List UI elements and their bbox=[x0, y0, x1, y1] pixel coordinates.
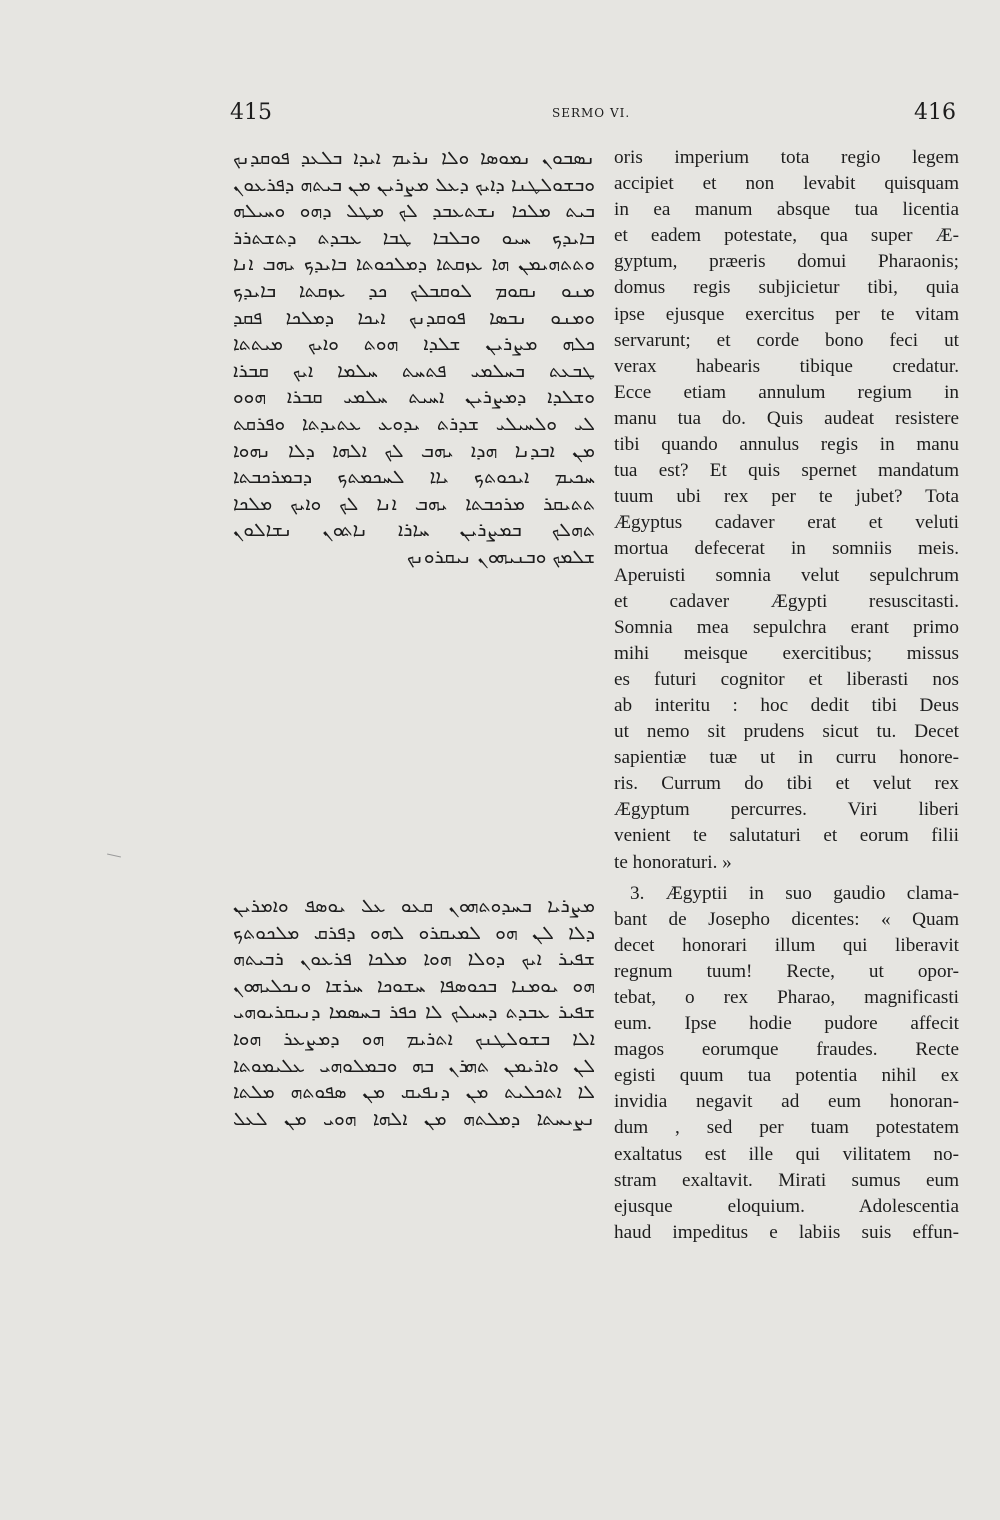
syriac-line: ܚܟܝܡ ܐܝܟܘܬܟ ܝܐܐ ܠܚܟܡܬܟ ܕܒܡܪܟܒܬܐ bbox=[233, 466, 595, 489]
latin-line: manu tua do. Quis audeat resistere bbox=[614, 407, 959, 429]
syriac-column-lower bbox=[233, 893, 595, 1132]
syriac-line: ܛܒܥܬ ܒܚܠܡܝ ܦܬܚܬ ܚܠܡܐ ܐܝܟ ܩܒܪܐ bbox=[233, 359, 595, 382]
latin-line: gyptum, præeris domui Pharaonis; bbox=[614, 251, 959, 273]
latin-line: egisti quum tua potentia nihil ex bbox=[614, 1065, 959, 1087]
syriac-line: ܘܬܬܗܝܡܢ ܗܐ ܥܙܩܬܐ ܕܡܠܟܘܬܐ ܒܐܝܕܟ ܝܗܒ ܐܢܐ bbox=[233, 253, 595, 276]
latin-line: mortua defecerat in somniis meis. bbox=[614, 538, 959, 560]
syriac-line: ܬܗܠܟ ܒܡܨܪܝܢ ܚܐܪܐ ܢܐܬܘܢ ܢܫܐܠܘܢ bbox=[233, 519, 595, 542]
syriac-line: ܫܦܝܪ ܥܒܕܬ ܕܚܝܠܟ ܠܐ ܟܦܪ ܒܚܣܡܐ ܕܢܝܩܪܝܘܗܝ bbox=[233, 1001, 595, 1024]
latin-line: in ea manum absque tua licentia bbox=[614, 199, 959, 221]
syriac-line: ܘܡܢܘ ܢܒܣܐ ܦܘܩܕܢܟ ܐܝܟܐ ܕܡܠܟܐ ܦܩܕ bbox=[233, 306, 595, 329]
syriac-column-upper bbox=[233, 145, 595, 571]
running-head bbox=[0, 100, 1000, 130]
syriac-line: ܢܨܝܚܬܐ ܕܡܠܬܗ ܡܢ ܐܠܗܐ ܗܘܝ ܡܢ ܠܥܠ bbox=[233, 1107, 595, 1130]
syriac-line: ܕܠܐ ܠܢ ܗܘ ܠܡܝܩܪܘ ܠܗܘ ܕܦܪܩ ܡܠܟܘܬܟ bbox=[233, 921, 595, 944]
latin-paragraph-start: 3. Ægyptii in suo gaudio clama- bbox=[630, 882, 959, 904]
latin-line: Ecce etiam annulum regium in bbox=[614, 381, 959, 403]
syriac-line: ܐܠܐ ܒܫܘܠܛܢܟ ܐܬܪܝܡ ܗܘ ܕܡܨܥܪ ܗܘܐ bbox=[233, 1027, 595, 1050]
latin-line: tibi quando annulus regis in manu bbox=[614, 434, 959, 456]
syriac-line: ܡܢ ܐܒܕܢܐ ܗܕܐ ܝܗܒ ܠܟ ܐܠܗܐ ܕܠܐ ܢܗܘܐ bbox=[233, 439, 595, 462]
latin-line: tua est? Et quis spernet mandatum bbox=[614, 460, 959, 482]
latin-line: verax habearis tibique credatur. bbox=[614, 355, 959, 377]
syriac-line: ܟܠܗ ܡܨܪܝܢ ܫܠܕܐ ܗܘܬ ܘܐܝܟ ܡܝܬܬܐ bbox=[233, 333, 595, 356]
latin-line: decet honorari illum qui liberavit bbox=[614, 934, 959, 956]
syriac-line: ܬܬܝܩܪ ܡܪܟܒܬܐ ܝܗܒ ܐܢܐ ܠܟ ܘܐܝܟ ܡܠܟܐ bbox=[233, 492, 595, 515]
latin-line: servarunt; et corde bono feci ut bbox=[614, 329, 959, 351]
syriac-line: ܡܨܪܝܐ ܒܚܕܘܬܗܘܢ ܩܥܘ ܥܠ ܝܘܣܦ ܘܐܡܪܝܢ bbox=[233, 895, 595, 917]
latin-line: mihi meisque exercitibus; missus bbox=[614, 642, 959, 664]
syriac-line: ܘܫܠܕܐ ܕܡܨܪܝܢ ܐܚܝܬ ܚܠܡܝ ܩܒܪܐ ܗܘܘ bbox=[233, 386, 595, 409]
latin-line: exaltatus est ille qui vilitatem no- bbox=[614, 1143, 959, 1165]
syriac-line: ܡܢܘ ܢܩܘܡ ܠܘܩܒܠܟ ܟܕ ܥܙܩܬܐ ܒܐܝܕܟ bbox=[233, 279, 595, 302]
latin-line: et eadem potestate, qua super Æ- bbox=[614, 225, 959, 247]
margin-mark bbox=[107, 854, 121, 858]
running-title: SERMO VI. bbox=[552, 106, 631, 120]
latin-line: ris. Currum do tibi et velut rex bbox=[614, 773, 959, 795]
syriac-line: ܢܣܒܘܢ ܢܡܘܣܐ ܘܠܐ ܢܪܝܡ ܐܝܕܐ ܒܠܥܕ ܦܘܩܕܢܟ bbox=[233, 147, 595, 169]
latin-line: ipse ejusque exercitus per te vitam bbox=[614, 303, 959, 325]
syriac-line: ܠܐ ܐܬܟܠܝܬ ܡܢ ܕܢܦܝܩ ܡܢ ܣܦܘܬܗ ܡܠܬܐ bbox=[233, 1081, 595, 1104]
syriac-line: ܗܘ ܝܘܡܢܐ ܒܟܘܣܦܐ ܚܫܘܟܐ ܚܪܫܐ ܘܢܟܠܝܗܘܢ bbox=[233, 974, 595, 997]
latin-line: dum , sed per tuam potestatem bbox=[614, 1117, 959, 1139]
latin-line: venient te salutaturi et eorum filii bbox=[614, 825, 959, 847]
latin-line: bant de Josepho dicentes: « Quam bbox=[614, 908, 959, 930]
latin-line: regnum tuum! Recte, ut opor- bbox=[614, 960, 959, 982]
left-page-number: 415 bbox=[230, 100, 272, 125]
latin-line: et cadaver Ægypti resuscitasti. bbox=[614, 590, 959, 612]
latin-line: es futuri cognitor et liberasti nos bbox=[614, 668, 959, 690]
syriac-line: ܠܢ ܘܐܪܝܡܢ ܬܗܪܢ ܒܗ ܘܒܡܠܘܗܝ ܥܠܝܡܘܬܐ bbox=[233, 1054, 595, 1077]
latin-line: Somnia mea sepulchra erant primo bbox=[614, 616, 959, 638]
syriac-line: ܫܠܡܟ ܘܒܢܝܗܘܢ ܢܝܩܪܘܢܟ bbox=[406, 545, 595, 568]
latin-line: accipiet et non levabit quisquam bbox=[614, 173, 959, 195]
syriac-line: ܒܐܝܕܟ ܚܝܘ ܘܒܠܒܐ ܛܒܐ ܥܒܕܬ ܕܬܫܬܪܪ bbox=[233, 226, 595, 249]
latin-line: tebat, o rex Pharao, magnificasti bbox=[614, 987, 959, 1008]
latin-line: ab interitu : hoc dedit tibi Deus bbox=[614, 694, 959, 716]
latin-line: tuum ubi rex per te jubet? Tota bbox=[614, 486, 959, 508]
syriac-line: ܘܒܫܘܠܛܢܐ ܕܐܝܟ ܕܥܠ ܡܨܪܝܢ ܡܢ ܒܝܬܗ ܕܦܪܥܘܢ bbox=[233, 173, 595, 196]
latin-line: domus regis subjicietur tibi, quia bbox=[614, 277, 959, 299]
latin-line: haud impeditus e labiis suis effun- bbox=[614, 1221, 959, 1243]
latin-line: ejusque eloquium. Adolescentia bbox=[614, 1195, 959, 1217]
latin-line: Ægyptus cadaver erat et veluti bbox=[614, 512, 959, 534]
latin-line: magos eorumque fraudes. Recte bbox=[614, 1039, 959, 1061]
syriac-line: ܒܝܬ ܡܠܟܐ ܢܫܬܥܒܕ ܠܟ ܡܛܠ ܕܗܘ ܘܚܝܠܗ bbox=[233, 200, 595, 223]
latin-line: sapientiæ tuæ ut in curru honore- bbox=[614, 747, 959, 769]
latin-line: ut nemo sit prudens sicut tu. Decet bbox=[614, 721, 959, 743]
latin-line: te honoraturi. » bbox=[614, 851, 732, 873]
latin-line: eum. Ipse hodie pudore affecit bbox=[614, 1013, 959, 1035]
right-page-number: 416 bbox=[914, 100, 956, 125]
latin-line: oris imperium tota regio legem bbox=[614, 147, 959, 168]
latin-line: Aperuisti somnia velut sepulchrum bbox=[614, 564, 959, 586]
latin-column bbox=[614, 145, 959, 1246]
latin-line: stram exaltavit. Mirati sumus eum bbox=[614, 1169, 959, 1191]
syriac-line: ܫܦܝܪ ܐܝܟ ܕܘܠܐ ܗܘܐ ܡܠܟܐ ܦܪܥܘܢ ܪܒܝܬܗ bbox=[233, 948, 595, 971]
latin-line: Ægyptum percurres. Viri liberi bbox=[614, 799, 959, 821]
syriac-line: ܠܝ ܘܠܚܝܠܝ ܫܕܪܬ ܝܕܘܥ ܥܬܝܕܬܐ ܘܦܪܩܬ bbox=[233, 412, 595, 435]
latin-line: invidia negavit ad eum honoran- bbox=[614, 1091, 959, 1113]
